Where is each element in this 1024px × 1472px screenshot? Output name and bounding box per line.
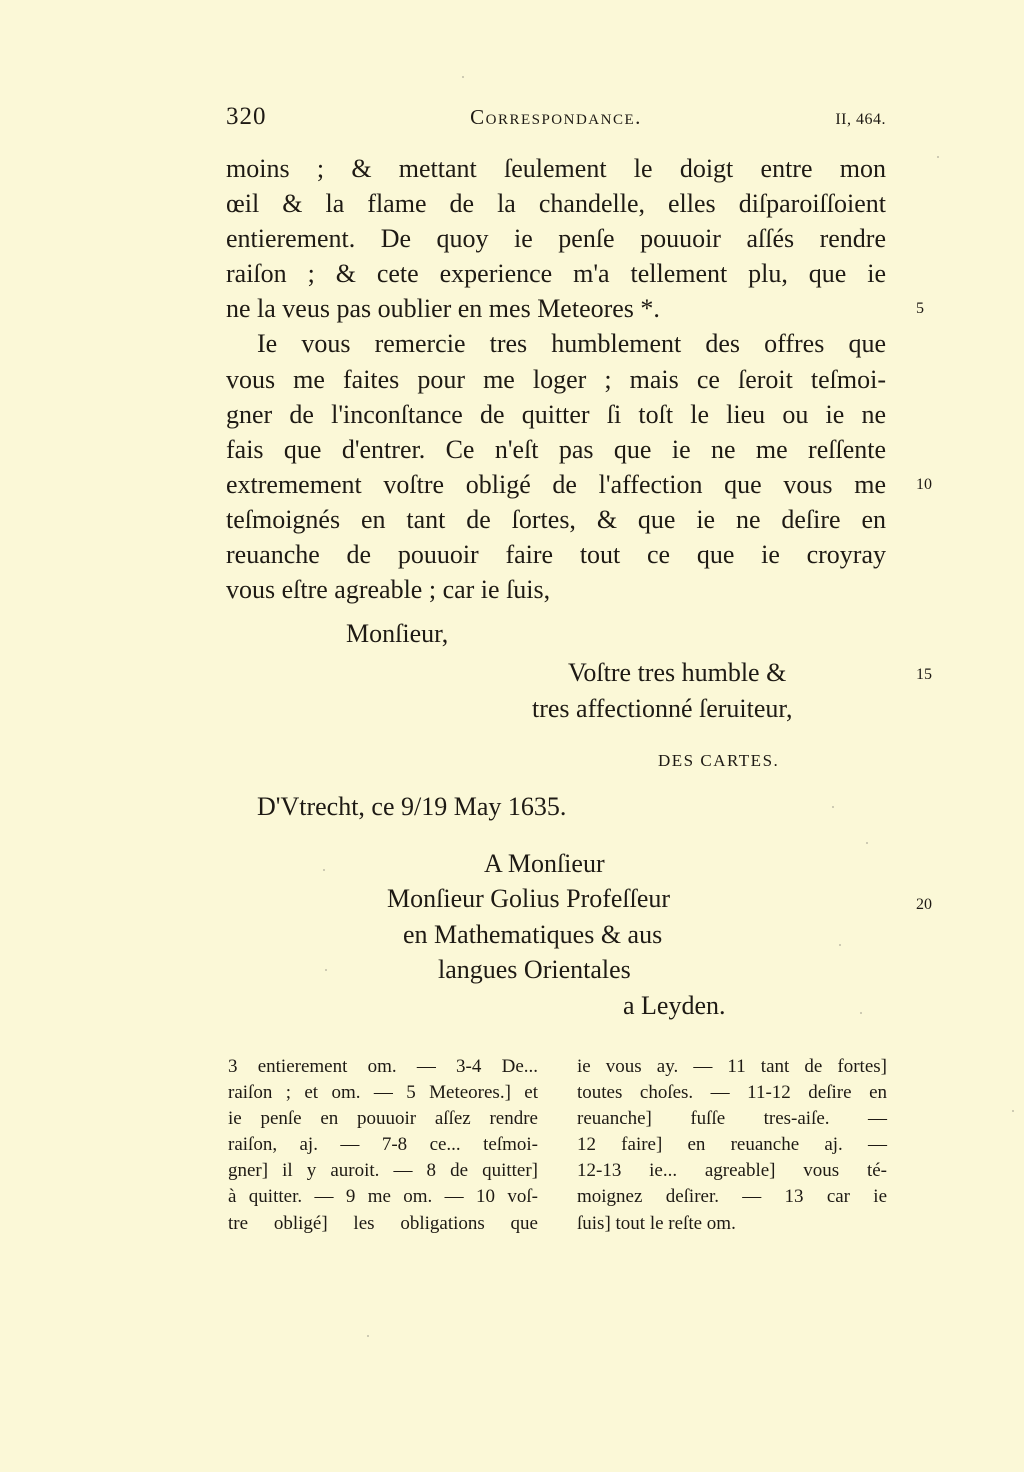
- text-line: moins ; & mettant ſeulement le doigt entre mon: [226, 154, 886, 183]
- footnotes-left-column: [228, 1054, 538, 1237]
- footnote-line: raiſon, aj. — 7-8 ce... teſmoi-: [228, 1134, 538, 1156]
- scan-speck: [866, 842, 868, 844]
- text-line: ne la veus pas oublier en mes Meteores *.: [226, 294, 660, 324]
- footnote-line: ie vous ay. — 11 tant de fortes]: [577, 1056, 887, 1077]
- scan-speck: [323, 869, 325, 871]
- line-number: 10: [916, 476, 932, 493]
- text-line: œil & la flame de la chandelle, elles diſparoiſſoient: [226, 189, 886, 219]
- address-line: Monſieur Golius Profeſſeur: [387, 884, 671, 913]
- text-line: raiſon ; & cete experience m'a tellement plu, que ie: [226, 259, 886, 289]
- address-line: langues Orientales: [438, 955, 631, 984]
- line-number: 20: [916, 896, 932, 913]
- text-line: vous me faites pour me loger ; mais ce ſeroit teſmoi-: [226, 364, 886, 394]
- text-line: Ie vous remercie tres humblement des offres que: [257, 329, 886, 359]
- footnote-line: ſuis] tout le reſte om.: [577, 1212, 736, 1234]
- running-title: Correspondance.: [470, 105, 642, 129]
- footnotes-right-column: [577, 1054, 887, 1237]
- valediction-line: Voſtre tres humble &: [568, 658, 787, 687]
- signature: DES CARTES.: [658, 751, 780, 770]
- dateline: D'Vtrecht, ce 9/19 May 1635.: [257, 792, 567, 821]
- scan-speck: [937, 156, 939, 158]
- text-line: gner de l'inconſtance de quitter ſi toſt le lieu ou ie ne: [226, 399, 886, 429]
- page-number: 320: [226, 103, 267, 130]
- scan-speck: [462, 76, 464, 78]
- scan-speck: [367, 1335, 369, 1337]
- address-line: A Monſieur: [484, 849, 605, 878]
- text-line: reuanche de pouuoir faire tout ce que ie croyray: [226, 540, 886, 570]
- address-line: a Leyden.: [623, 991, 726, 1020]
- scan-speck: [325, 969, 327, 971]
- text-line: vous eſtre agreable ; car ie ſuis,: [226, 575, 551, 605]
- running-head: [226, 103, 886, 135]
- scan-speck: [832, 806, 834, 808]
- footnote-line: 3 entierement om. — 3-4 De...: [228, 1056, 538, 1077]
- line-number: 15: [916, 666, 932, 683]
- scan-speck: [1012, 1110, 1014, 1112]
- line-number: 5: [916, 300, 924, 317]
- address-line: en Mathematiques & aus: [403, 920, 663, 949]
- footnote-line: raiſon ; et om. — 5 Meteores.] et: [228, 1082, 538, 1104]
- letter-body: [226, 151, 886, 607]
- text-line: teſmoignés en tant de ſortes, & que ie ne deſire en: [226, 504, 886, 534]
- scan-speck: [860, 1012, 862, 1014]
- valediction-line: tres affectionné ſeruiteur,: [532, 694, 793, 723]
- footnote-line: ie penſe en pouuoir aſſez rendre: [228, 1108, 538, 1130]
- footnote-line: 12-13 ie... agreable] vous té-: [577, 1160, 887, 1182]
- text-line: extremement voſtre obligé de l'affection que vous me: [226, 469, 886, 499]
- footnote-line: moignez deſirer. — 13 car ie: [577, 1186, 887, 1208]
- footnote-line: 12 faire] en reuanche aj. —: [577, 1134, 887, 1156]
- salutation: Monſieur,: [346, 619, 449, 648]
- footnote-line: à quitter. — 9 me om. — 10 voſ-: [228, 1186, 538, 1208]
- edition-reference: II, 464.: [835, 111, 886, 128]
- footnote-line: gner] il y auroit. — 8 de quitter]: [228, 1160, 538, 1182]
- text-line: fais que d'entrer. Ce n'eſt pas que ie ne me reſſente: [226, 434, 886, 464]
- scan-speck: [839, 944, 841, 946]
- text-line: entierement. De quoy ie penſe pouuoir aſſés rendre: [226, 224, 886, 254]
- footnote-line: toutes choſes. — 11-12 deſire en: [577, 1082, 887, 1104]
- footnote-line: tre obligé] les obligations que: [228, 1212, 538, 1234]
- footnote-line: reuanche] fuſſe tres-aiſe. —: [577, 1108, 887, 1130]
